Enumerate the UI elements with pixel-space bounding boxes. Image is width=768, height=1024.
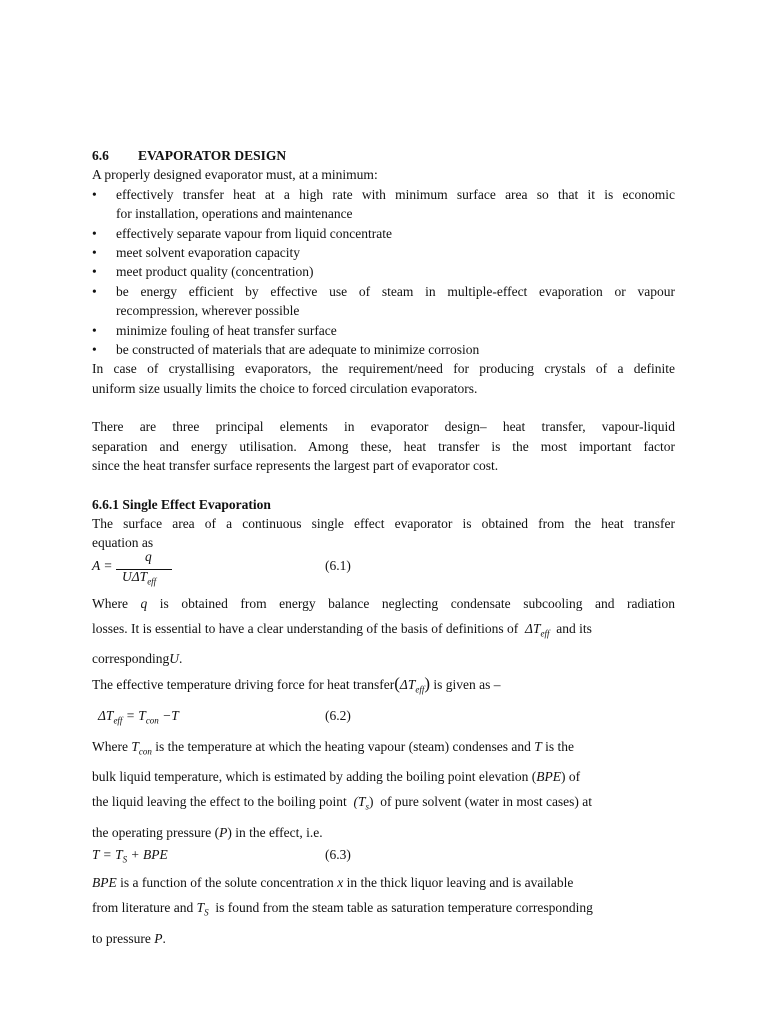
paragraph-line: separation and energy utilisation. Among these, heat transfer is the most important factor xyxy=(92,438,675,454)
paragraph-line: There are three principal elements in evaporator design– heat transfer, vapour-liquid xyxy=(92,419,675,435)
bullet-continuation: for installation, operations and maintenance xyxy=(116,206,353,222)
bullet-item: • effectively transfer heat at a high rate with minimum surface area so that it is economic xyxy=(92,186,675,202)
bullet-item: • effectively separate vapour from liquid concentrate xyxy=(92,225,392,241)
paragraph-line: to pressure P. xyxy=(92,930,166,946)
paragraph-line: In case of crystallising evaporators, the requirement/need for producing crystals of a definite xyxy=(92,361,675,377)
equation-6-3: $T = T_S$ + BPE (6.3) xyxy=(92,847,351,865)
section-title: EVAPORATOR DESIGN xyxy=(138,148,287,163)
section-number: 6.6 xyxy=(92,148,109,163)
equation-6-2: $\Delta T_{eff} = T_{con} -T$ (6.2) xyxy=(92,703,675,734)
eq1-lhs: A = xyxy=(92,557,113,573)
subsection-heading: 6.6.1 Single Effect Evaporation xyxy=(92,496,271,512)
bullet-item: • meet product quality (concentration) xyxy=(92,264,314,280)
bullet-item: • meet solvent evaporation capacity xyxy=(92,245,301,261)
paragraph-line: equation as xyxy=(92,535,154,551)
paragraph-line: losses. It is essential to have a clear understanding of the basis of definitions of $\Delta T_{eff}$ and its xyxy=(92,620,592,639)
eq1-denominator: $U\Delta T_{eff}$ xyxy=(122,568,157,587)
eq1-numerator: q xyxy=(145,548,152,564)
equation-6-1 xyxy=(92,548,675,591)
paragraph-line: the operating pressure (P) in the effect, i.e. xyxy=(92,825,323,841)
section-heading xyxy=(92,146,675,165)
paragraph-line: Where q is obtained from energy balance neglecting condensate subcooling and radiation xyxy=(92,595,675,611)
paragraph-line: from literature and $T_S$ is found from the steam table as saturation temperature corresponding xyxy=(92,900,593,918)
equation-number: (6.2) xyxy=(325,708,351,724)
paragraph-line: uniform size usually limits the choice to forced circulation evaporators. xyxy=(92,380,478,396)
bullet-item: • minimize fouling of heat transfer surface xyxy=(92,322,337,338)
section-intro: A properly designed evaporator must, at a minimum: xyxy=(92,167,378,183)
paragraph-line: the liquid leaving the effect to the boiling point $(T_s)$ of pure solvent (water in most cases) at xyxy=(92,794,593,813)
document-page xyxy=(92,146,675,951)
bullet-continuation: recompression, wherever possible xyxy=(116,303,300,319)
paragraph-line: correspondingU. xyxy=(92,651,183,667)
paragraph-line: The surface area of a continuous single effect evaporator is obtained from the heat transfer xyxy=(92,515,675,531)
paragraph-line: bulk liquid temperature, which is estimated by adding the boiling point elevation (BPE) of xyxy=(92,769,581,785)
equation-number: (6.1) xyxy=(325,557,351,573)
bullet-item: • be constructed of materials that are adequate to minimize corrosion xyxy=(92,342,480,358)
bullet-item: • be energy efficient by effective use of steam in multiple-effect evaporation or vapour xyxy=(92,283,675,299)
paragraph-line: Where $T_{con}$ is the temperature at which the heating vapour (steam) condenses and T is the xyxy=(92,738,575,757)
paragraph-line: The effective temperature driving force for heat $transfer(\Delta T_{eff})$ is given as – xyxy=(92,674,501,696)
equation-number: (6.3) xyxy=(325,847,351,863)
paragraph-line: BPE is a function of the solute concentration x in the thick liquor leaving and is available xyxy=(92,875,574,891)
paragraph-line: since the heat transfer surface represents the largest part of evaporator cost. xyxy=(92,458,499,474)
